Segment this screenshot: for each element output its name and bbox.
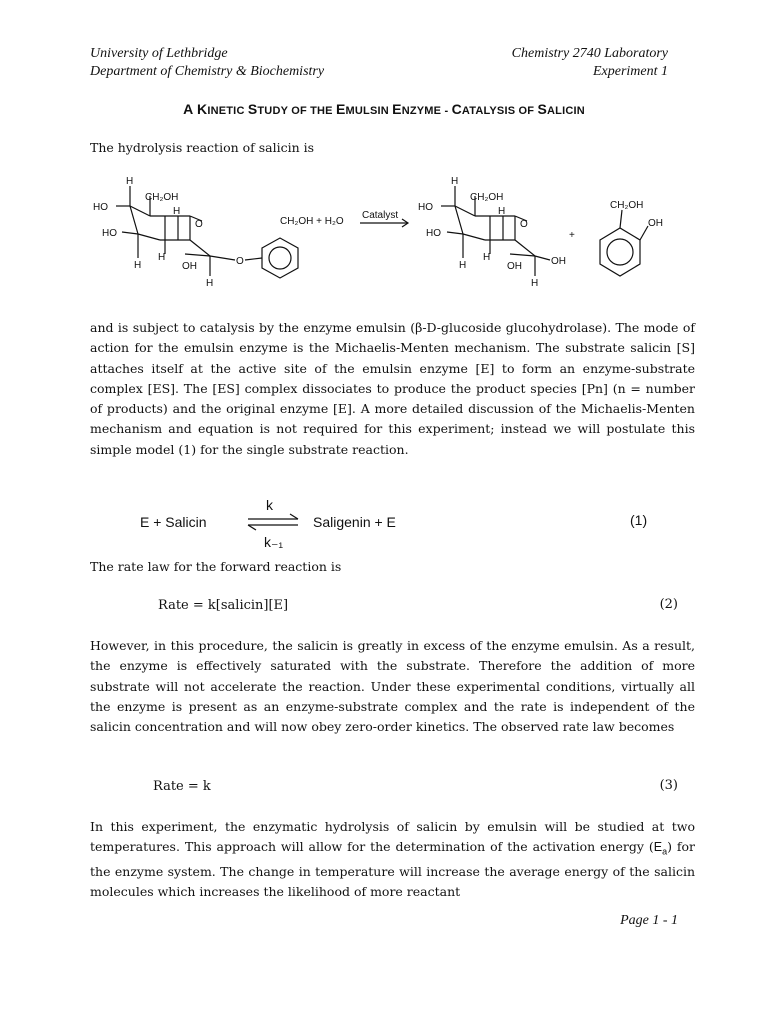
paragraph-zero-order: However, in this procedure, the salicin is greatly in excess of the enzyme emulsin. As a result, the enzyme is effectively saturated with the substrate. Therefore the addition of more substrate will not accelerate the reaction. Under these experimental conditions, virtually all the enzyme is present as an enzyme-substrate complex and the rate is independent of the salicin concentration and will now obey zero-order kinetics. The observed rate law becomes: [90, 638, 695, 735]
equation-1-k-reverse: k₋₁: [264, 534, 284, 550]
page-title: A KINETIC STUDY OF THE EMULSIN ENZYME - CATALYSIS OF SALICIN: [183, 101, 585, 117]
svg-text:H: H: [173, 206, 181, 217]
hydrolysis-reaction-scheme: [90, 168, 695, 298]
svg-text:HO: HO: [426, 228, 441, 239]
equation-2-number: (2): [659, 597, 678, 612]
equation-1-right: Saligenin + E: [313, 514, 396, 530]
catalyst-label: Catalyst: [362, 210, 399, 221]
experiment-number: Experiment 1: [592, 64, 668, 79]
svg-text:CH₂OH: CH₂OH: [610, 200, 644, 211]
equation-1-left: E + Salicin: [140, 514, 207, 530]
page-number: Page 1 - 1: [620, 913, 678, 928]
svg-text:H: H: [531, 278, 539, 289]
svg-text:CH₂OH: CH₂OH: [470, 192, 504, 203]
svg-text:O: O: [520, 219, 528, 230]
svg-text:OH: OH: [507, 261, 522, 272]
equation-1-k-forward: k: [266, 497, 273, 513]
svg-text:H: H: [158, 252, 166, 263]
equation-1: [130, 495, 690, 555]
svg-text:HO: HO: [418, 202, 433, 213]
plus-sign: +: [569, 230, 575, 241]
svg-text:OH: OH: [551, 256, 566, 267]
equation-3: Rate = k: [153, 779, 211, 794]
svg-text:H: H: [459, 260, 467, 271]
course-name: Chemistry 2740 Laboratory: [511, 46, 668, 61]
svg-text:O: O: [195, 219, 203, 230]
svg-text:HO: HO: [93, 202, 108, 213]
svg-text:O: O: [236, 256, 244, 267]
intro-text: The hydrolysis reaction of salicin is: [90, 140, 315, 155]
svg-text:OH: OH: [182, 261, 197, 272]
paragraph-activation-energy: In this experiment, the enzymatic hydrolysis of salicin by emulsin will be studied at two temperatures. This approach will allow for the determination of the activation energy $(E_a)$ for the enzyme system. The change in temperature will increase the average energy of the salicin molecules which increases the likelihood of more reactant: [90, 819, 696, 900]
equation-1-number: (1): [630, 512, 648, 528]
rate-law-intro: The rate law for the forward reaction is: [90, 559, 342, 574]
svg-text:H: H: [451, 176, 459, 187]
svg-text:OH: OH: [648, 218, 663, 229]
equilibrium-arrows: [248, 514, 298, 530]
svg-text:H: H: [126, 176, 134, 187]
reagent-label: CH₂OH + H₂O: [280, 216, 344, 227]
header-left: [90, 45, 324, 81]
saligenin-structure: [600, 210, 648, 276]
university-name: University of Lethbridge: [90, 46, 228, 61]
header-right: [512, 45, 668, 81]
svg-text:H: H: [134, 260, 142, 271]
svg-text:H: H: [483, 252, 491, 263]
paragraph-michaelis-menten: and is subject to catalysis by the enzyme emulsin (β-D-glucoside glucohydrolase). The mode of action for the emulsin enzyme is the Michaelis-Menten mechanism. The substrate salicin [S] attaches itself at the active site of the emulsin enzyme [E] to form an enzyme-substrate complex [ES]. The [ES] complex dissociates to produce the product species [Pn] (n = number of products) and the original enzyme [E]. A more detailed discussion of the Michaelis-Menten mechanism and equation is not required for this experiment; instead we will postulate this simple model (1) for the single substrate reaction.: [90, 320, 695, 457]
svg-text:HO: HO: [102, 228, 117, 239]
svg-text:H: H: [498, 206, 506, 217]
equation-3-number: (3): [659, 778, 678, 793]
equation-2: Rate = k[salicin][E]: [158, 598, 289, 613]
svg-text:CH₂OH: CH₂OH: [145, 192, 179, 203]
salicin-structure: [116, 186, 298, 278]
svg-text:H: H: [206, 278, 214, 289]
department-name: Department of Chemistry & Biochemistry: [90, 64, 325, 79]
